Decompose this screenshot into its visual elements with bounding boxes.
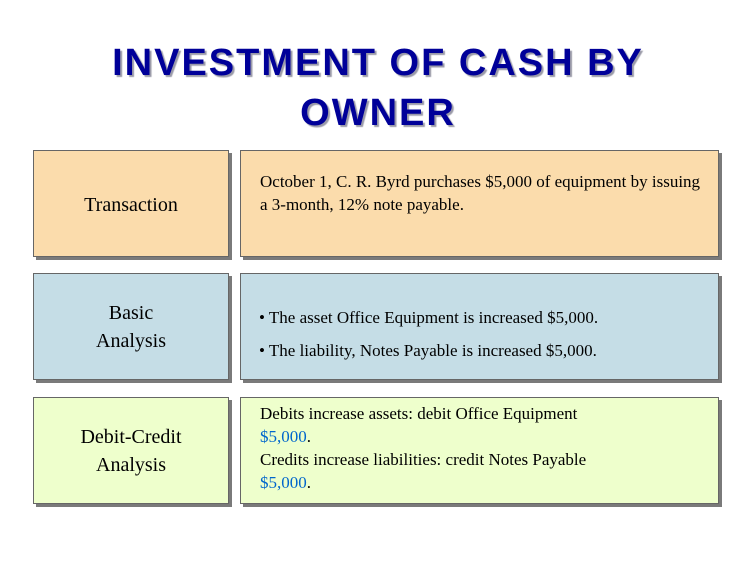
slide-title-line-1: INVESTMENT OF CASH BY <box>112 42 644 84</box>
basic-analysis-label-box <box>33 273 229 380</box>
basic-analysis-label <box>96 299 166 355</box>
debit-credit-label-line-1: Debit-Credit <box>80 425 182 448</box>
basic-analysis-label-line-2: Analysis <box>96 329 166 352</box>
debit-credit-label-box <box>33 397 229 504</box>
debit-text: Debits increase assets: debit Office Equipment <box>260 404 578 423</box>
debit-credit-content-box <box>240 397 719 504</box>
basic-analysis-bullet-liability: • The liability, Notes Payable is increased $5,000. <box>259 341 597 360</box>
basic-analysis-label-line-1: Basic <box>108 301 154 324</box>
transaction-label: Transaction <box>84 193 178 216</box>
basic-analysis-content-box <box>240 273 719 380</box>
debit-period: . <box>306 427 311 446</box>
credit-period: . <box>306 473 311 492</box>
debit-credit-label <box>80 423 181 479</box>
transaction-label-box <box>33 150 229 257</box>
credit-amount: $5,000 <box>260 473 307 492</box>
slide-title-line-2: OWNER <box>300 92 456 134</box>
transaction-content-box <box>240 150 719 257</box>
credit-text: Credits increase liabilities: credit Notes Payable <box>260 450 587 469</box>
transaction-text: October 1, C. R. Byrd purchases $5,000 of equipment by issuing a 3-month, 12% note payable. <box>260 172 701 214</box>
debit-amount: $5,000 <box>260 427 307 446</box>
basic-analysis-bullet-asset: • The asset Office Equipment is increased $5,000. <box>259 308 599 327</box>
debit-credit-label-line-2: Analysis <box>96 453 166 476</box>
slide-title <box>0 38 756 138</box>
